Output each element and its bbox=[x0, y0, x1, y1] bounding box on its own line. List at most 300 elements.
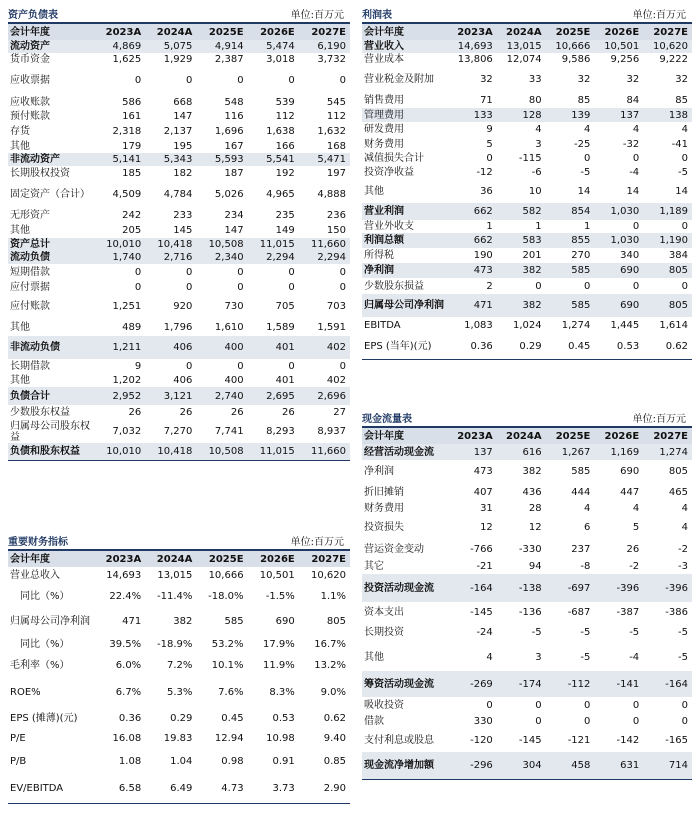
value-cell: 5 bbox=[486, 138, 493, 150]
value-cell: 14 bbox=[577, 185, 591, 197]
row-label: 少数股东权益 bbox=[10, 407, 70, 418]
value-cell: 8.3% bbox=[269, 686, 295, 698]
value-cell: 10,501 bbox=[604, 41, 640, 52]
value-cell: 6.49 bbox=[145, 774, 196, 803]
value-cell: 116 bbox=[224, 111, 244, 122]
value-cell: 401 bbox=[275, 342, 295, 353]
table-row bbox=[362, 515, 692, 539]
value-cell: 0.45 bbox=[546, 334, 595, 359]
table-row bbox=[8, 251, 350, 264]
row-label: 现金流净增加额 bbox=[362, 752, 448, 779]
income-statement-table bbox=[362, 22, 692, 360]
value-cell: 182 bbox=[173, 168, 193, 179]
row-label: P/B bbox=[10, 755, 27, 767]
value-cell: 7,741 bbox=[214, 426, 244, 437]
value-cell: 11,660 bbox=[299, 443, 350, 460]
table-row bbox=[362, 108, 692, 122]
value-cell: 1,796 bbox=[163, 321, 193, 333]
table-row bbox=[8, 66, 350, 94]
header-cell: 2026E bbox=[594, 23, 643, 40]
balance-sheet-panel bbox=[8, 6, 350, 461]
value-cell: 471 bbox=[122, 616, 142, 627]
value-cell: -6 bbox=[531, 166, 542, 178]
table-row bbox=[362, 137, 692, 151]
row-label: 预付账款 bbox=[10, 111, 50, 122]
table-row bbox=[8, 166, 350, 181]
row-label: 资本支出 bbox=[364, 606, 404, 618]
value-cell: 5,474 bbox=[266, 41, 295, 52]
table-row bbox=[362, 752, 692, 779]
value-cell: 85 bbox=[577, 94, 591, 106]
value-cell: 10,501 bbox=[259, 570, 295, 581]
header-cell: 2024A bbox=[497, 427, 546, 444]
value-cell: -12 bbox=[476, 166, 493, 178]
value-cell: 690 bbox=[620, 300, 640, 311]
value-cell: -766 bbox=[470, 543, 493, 555]
value-cell: 1 bbox=[584, 221, 591, 232]
value-cell: 9,256 bbox=[610, 54, 640, 65]
value-cell: 12,074 bbox=[506, 54, 542, 65]
row-label: ROE% bbox=[10, 686, 41, 698]
value-cell: -115 bbox=[518, 152, 542, 164]
cashflow-table bbox=[362, 426, 692, 780]
row-label: 营业收入 bbox=[364, 41, 404, 52]
value-cell: -145 bbox=[518, 735, 542, 746]
table-row bbox=[8, 318, 350, 336]
header-cell: 2025E bbox=[546, 23, 595, 40]
value-cell: 5,593 bbox=[214, 154, 244, 165]
value-cell: 4 bbox=[486, 651, 493, 663]
value-cell: 137 bbox=[473, 446, 493, 458]
value-cell: 2 bbox=[486, 280, 493, 292]
value-cell: 26 bbox=[282, 407, 295, 418]
row-label: EPS (摊薄)(元) bbox=[10, 712, 78, 724]
table-row bbox=[8, 748, 350, 774]
row-label: 长期股权投资 bbox=[10, 168, 70, 179]
value-cell: 1,030 bbox=[610, 235, 640, 246]
value-cell: -2 bbox=[629, 561, 640, 572]
value-cell: -136 bbox=[518, 606, 542, 618]
table-row bbox=[362, 697, 692, 713]
table-row bbox=[362, 248, 692, 263]
value-cell: -138 bbox=[518, 582, 542, 594]
value-cell: 10.1% bbox=[211, 660, 244, 671]
value-cell: 4.73 bbox=[196, 774, 247, 803]
value-cell: 11,015 bbox=[248, 443, 299, 460]
header-cell: 2023A bbox=[94, 550, 145, 567]
value-cell: 2,340 bbox=[214, 252, 244, 263]
value-cell: 3 bbox=[535, 138, 542, 150]
table-row bbox=[8, 110, 350, 123]
row-label: 研发费用 bbox=[364, 124, 404, 135]
value-cell: 190 bbox=[473, 250, 493, 261]
value-cell: -396 bbox=[665, 582, 688, 594]
value-cell: 0 bbox=[535, 280, 542, 292]
value-cell: 147 bbox=[224, 225, 244, 236]
value-cell: 705 bbox=[275, 300, 295, 312]
value-cell: 10,418 bbox=[145, 443, 196, 460]
value-cell: 406 bbox=[173, 375, 193, 386]
value-cell: 631 bbox=[594, 752, 643, 779]
value-cell: -25 bbox=[574, 138, 591, 150]
row-label: 少数股东损益 bbox=[364, 280, 424, 292]
value-cell: 31 bbox=[480, 502, 493, 514]
table-row bbox=[362, 729, 692, 752]
table-row bbox=[8, 123, 350, 140]
value-cell: 9,222 bbox=[659, 54, 688, 65]
value-cell: 0 bbox=[339, 267, 346, 278]
row-label: 其他 bbox=[364, 651, 384, 663]
value-cell: 192 bbox=[275, 168, 295, 179]
value-cell: 32 bbox=[626, 73, 640, 85]
value-cell: 112 bbox=[326, 111, 346, 122]
row-label: 归属母公司净利润 bbox=[364, 300, 444, 311]
row-label: 应收票据 bbox=[10, 74, 50, 86]
row-label: 投资净收益 bbox=[364, 166, 414, 178]
value-cell: 19.83 bbox=[163, 733, 193, 744]
value-cell: 9 bbox=[486, 124, 493, 135]
value-cell: 545 bbox=[326, 96, 346, 108]
table-row bbox=[8, 635, 350, 654]
value-cell: 402 bbox=[326, 342, 346, 353]
value-cell: -5 bbox=[580, 627, 591, 638]
value-cell: 3,732 bbox=[317, 54, 346, 65]
value-cell: 4,888 bbox=[317, 188, 346, 200]
value-cell: 10,418 bbox=[157, 239, 193, 250]
value-cell: 2,318 bbox=[112, 126, 142, 137]
value-cell: 1,189 bbox=[659, 206, 688, 217]
value-cell: 0 bbox=[681, 152, 688, 164]
row-label: 投资损失 bbox=[364, 521, 404, 533]
value-cell: -687 bbox=[567, 606, 591, 618]
row-label: 支付利息或股息 bbox=[364, 735, 434, 746]
value-cell: 382 bbox=[173, 616, 193, 627]
table-row bbox=[362, 294, 692, 317]
row-label: 存货 bbox=[10, 126, 30, 137]
value-cell: 0 bbox=[681, 699, 688, 711]
value-cell: 9,586 bbox=[561, 54, 591, 65]
value-cell: 690 bbox=[275, 616, 295, 627]
table-row bbox=[8, 677, 350, 707]
value-cell: 1,614 bbox=[659, 320, 688, 331]
value-cell: 53.2% bbox=[211, 639, 244, 650]
value-cell: 2,137 bbox=[163, 126, 193, 137]
header-cell: 2024A bbox=[497, 23, 546, 40]
row-label: EV/EBITDA bbox=[8, 774, 94, 803]
table-row bbox=[8, 336, 350, 359]
value-cell: 0 bbox=[681, 221, 688, 232]
value-cell: 0 bbox=[237, 74, 244, 86]
table-row bbox=[362, 151, 692, 165]
value-cell: 6.58 bbox=[94, 774, 145, 803]
value-cell: -145 bbox=[470, 606, 493, 618]
income-statement-title: 利润表 bbox=[362, 10, 392, 21]
value-cell: -4 bbox=[629, 651, 640, 663]
value-cell: 14,693 bbox=[106, 570, 142, 581]
value-cell: 0.53 bbox=[272, 712, 295, 724]
header-cell: 2026E bbox=[594, 427, 643, 444]
table-row bbox=[8, 53, 350, 66]
value-cell: -5 bbox=[580, 166, 591, 178]
table-row bbox=[362, 66, 692, 92]
value-cell: 1,445 bbox=[610, 320, 640, 331]
value-cell: 382 bbox=[522, 466, 542, 477]
value-cell: 28 bbox=[528, 502, 542, 514]
value-cell: 179 bbox=[122, 141, 142, 152]
value-cell: 0 bbox=[584, 152, 591, 164]
value-cell: 197 bbox=[326, 168, 346, 179]
value-cell: -5 bbox=[678, 166, 688, 178]
value-cell: 304 bbox=[497, 752, 546, 779]
value-cell: 0.85 bbox=[323, 755, 346, 767]
table-row bbox=[362, 334, 692, 359]
table-row bbox=[362, 40, 692, 53]
value-cell: 1 bbox=[486, 221, 493, 232]
table-row bbox=[362, 220, 692, 233]
row-label: 固定资产（合计） bbox=[10, 188, 90, 200]
value-cell: 1,169 bbox=[610, 446, 640, 458]
row-label: 营业外收支 bbox=[364, 221, 414, 232]
value-cell: 39.5% bbox=[109, 639, 142, 650]
row-label: 净利润 bbox=[364, 265, 394, 276]
value-cell: 26 bbox=[179, 407, 193, 418]
value-cell: 10,010 bbox=[94, 443, 145, 460]
table-row bbox=[8, 420, 350, 443]
value-cell: -269 bbox=[470, 678, 493, 690]
value-cell: 471 bbox=[473, 300, 493, 311]
value-cell: 1,274 bbox=[561, 320, 591, 331]
value-cell: 236 bbox=[326, 209, 346, 221]
value-cell: -296 bbox=[448, 752, 497, 779]
value-cell: 1 bbox=[535, 221, 542, 232]
value-cell: -5 bbox=[678, 627, 688, 638]
table-row bbox=[362, 460, 692, 483]
value-cell: 444 bbox=[571, 486, 591, 498]
value-cell: -174 bbox=[518, 678, 542, 690]
table-row bbox=[362, 602, 692, 622]
value-cell: 32 bbox=[577, 73, 591, 85]
table-row bbox=[8, 443, 350, 460]
value-cell: 14 bbox=[626, 185, 640, 197]
income-statement-panel bbox=[362, 6, 692, 360]
row-label: 同比（%） bbox=[20, 590, 70, 602]
value-cell: 1,211 bbox=[112, 342, 142, 353]
table-row bbox=[8, 584, 350, 608]
table-row bbox=[8, 294, 350, 318]
value-cell: 187 bbox=[224, 168, 244, 179]
table-row bbox=[8, 153, 350, 166]
value-cell: 7,270 bbox=[163, 426, 193, 437]
row-label: 其它 bbox=[364, 561, 384, 572]
value-cell: 10,010 bbox=[106, 239, 142, 250]
table-row bbox=[8, 707, 350, 729]
row-label: 其他 bbox=[364, 185, 384, 197]
value-cell: 0 bbox=[535, 715, 542, 727]
value-cell: 112 bbox=[275, 111, 295, 122]
value-cell: 234 bbox=[224, 209, 244, 221]
value-cell: 0 bbox=[237, 282, 244, 293]
value-cell: -2 bbox=[678, 543, 688, 555]
value-cell: 161 bbox=[122, 111, 142, 122]
table-row bbox=[8, 608, 350, 635]
value-cell: 26 bbox=[626, 543, 640, 555]
value-cell: 714 bbox=[643, 752, 692, 779]
row-label: 应收账款 bbox=[10, 96, 50, 108]
value-cell: 0 bbox=[339, 74, 346, 86]
value-cell: 8,293 bbox=[266, 426, 295, 437]
cashflow-body bbox=[362, 444, 692, 779]
value-cell: 11,015 bbox=[259, 239, 295, 250]
value-cell: 242 bbox=[122, 209, 142, 221]
value-cell: 1.08 bbox=[118, 755, 142, 767]
row-label: 归属母公司净利润 bbox=[10, 616, 90, 627]
value-cell: 84 bbox=[626, 94, 640, 106]
value-cell: 12.94 bbox=[214, 733, 244, 744]
row-label: 筹资活动现金流 bbox=[364, 678, 434, 690]
table-row bbox=[362, 92, 692, 108]
value-cell: 2,716 bbox=[163, 252, 193, 263]
row-label: EBITDA bbox=[364, 320, 401, 331]
value-cell: 150 bbox=[326, 225, 346, 236]
value-cell: 6.7% bbox=[115, 686, 142, 698]
value-cell: -165 bbox=[665, 735, 688, 746]
value-cell: 447 bbox=[620, 486, 640, 498]
value-cell: 16.7% bbox=[314, 639, 346, 650]
value-cell: 0 bbox=[535, 699, 542, 711]
table-row bbox=[362, 501, 692, 515]
value-cell: -5 bbox=[580, 651, 591, 663]
value-cell: 36 bbox=[480, 185, 493, 197]
value-cell: 0.91 bbox=[272, 755, 295, 767]
value-cell: 2,695 bbox=[266, 390, 295, 402]
value-cell: 4,784 bbox=[163, 188, 193, 200]
value-cell: 0 bbox=[632, 280, 640, 292]
table-row bbox=[8, 140, 350, 153]
row-label: 负债合计 bbox=[10, 390, 50, 402]
value-cell: 0 bbox=[584, 715, 591, 727]
value-cell: 205 bbox=[122, 225, 142, 236]
value-cell: 201 bbox=[522, 250, 542, 261]
row-label: 营业成本 bbox=[364, 54, 404, 65]
value-cell: 4,914 bbox=[214, 41, 244, 52]
value-cell: 4 bbox=[584, 502, 591, 514]
value-cell: -24 bbox=[476, 627, 493, 638]
value-cell: 854 bbox=[571, 206, 591, 217]
value-cell: 0.98 bbox=[221, 755, 244, 767]
income-statement-unit: 单位:百万元 bbox=[632, 10, 686, 21]
table-row bbox=[362, 713, 692, 729]
value-cell: 690 bbox=[620, 265, 640, 276]
value-cell: 0.62 bbox=[323, 712, 346, 724]
value-cell: -141 bbox=[616, 678, 640, 690]
value-cell: 10 bbox=[528, 185, 542, 197]
value-cell: 548 bbox=[224, 96, 244, 108]
value-cell: -396 bbox=[616, 582, 640, 594]
row-label: 流动资产 bbox=[10, 41, 50, 52]
value-cell: -330 bbox=[518, 543, 542, 555]
table-header-row bbox=[8, 550, 350, 567]
value-cell: 10,666 bbox=[208, 570, 244, 581]
table-row bbox=[8, 729, 350, 748]
value-cell: 9.0% bbox=[320, 686, 346, 698]
table-row bbox=[362, 53, 692, 66]
value-cell: 14 bbox=[675, 185, 688, 197]
row-label: 营运资金变动 bbox=[364, 543, 424, 555]
value-cell: 0.53 bbox=[594, 334, 643, 359]
value-cell: 5.3% bbox=[166, 686, 193, 698]
table-row bbox=[362, 122, 692, 137]
row-label: 吸收投资 bbox=[364, 699, 404, 711]
value-cell: 0 bbox=[632, 715, 640, 727]
value-cell: 0 bbox=[584, 699, 591, 711]
value-cell: 0.62 bbox=[643, 334, 692, 359]
value-cell: 1.1% bbox=[320, 590, 346, 602]
value-cell: 585 bbox=[224, 616, 244, 627]
header-cell: 2024A bbox=[145, 550, 196, 567]
value-cell: 382 bbox=[522, 265, 542, 276]
value-cell: 32 bbox=[675, 73, 688, 85]
value-cell: -120 bbox=[470, 735, 493, 746]
value-cell: 690 bbox=[620, 466, 640, 477]
value-cell: 0 bbox=[632, 699, 640, 711]
value-cell: 4 bbox=[681, 502, 688, 514]
value-cell: 662 bbox=[473, 235, 493, 246]
value-cell: -18.9% bbox=[156, 639, 193, 650]
value-cell: 147 bbox=[173, 111, 193, 122]
table-row bbox=[362, 179, 692, 203]
value-cell: 585 bbox=[571, 265, 591, 276]
value-cell: -11.4% bbox=[156, 590, 193, 602]
row-label: 净利润 bbox=[364, 466, 394, 477]
value-cell: 166 bbox=[275, 141, 295, 152]
table-row bbox=[362, 622, 692, 643]
value-cell: 5,075 bbox=[163, 41, 193, 52]
table-row bbox=[8, 181, 350, 207]
row-label: 长期投资 bbox=[364, 627, 404, 638]
value-cell: 0 bbox=[584, 280, 591, 292]
value-cell: 1,632 bbox=[317, 126, 346, 137]
value-cell: 407 bbox=[473, 486, 493, 498]
value-cell: 0 bbox=[237, 267, 244, 278]
value-cell: 4,509 bbox=[112, 188, 142, 200]
value-cell: 14,693 bbox=[457, 41, 493, 52]
value-cell: 703 bbox=[326, 300, 346, 312]
row-label: 营业税金及附加 bbox=[364, 73, 434, 85]
header-cell: 2027E bbox=[299, 23, 350, 40]
value-cell: 0 bbox=[681, 280, 688, 292]
table-row bbox=[8, 238, 350, 251]
table-row bbox=[362, 317, 692, 334]
row-label: 营业利润 bbox=[364, 206, 404, 217]
value-cell: 4 bbox=[535, 124, 542, 135]
value-cell: 233 bbox=[173, 209, 193, 221]
value-cell: -121 bbox=[567, 735, 591, 746]
row-label: 非流动负债 bbox=[10, 342, 60, 353]
value-cell: 168 bbox=[326, 141, 346, 152]
value-cell: -8 bbox=[580, 561, 591, 572]
value-cell: 489 bbox=[122, 321, 142, 333]
row-label: 其他 bbox=[10, 375, 30, 386]
table-row bbox=[8, 94, 350, 110]
value-cell: 1,274 bbox=[659, 446, 688, 458]
header-cell: 2025E bbox=[546, 427, 595, 444]
value-cell: -5 bbox=[531, 627, 542, 638]
table-row bbox=[362, 203, 692, 220]
value-cell: 2,740 bbox=[214, 390, 244, 402]
value-cell: 1,267 bbox=[561, 446, 591, 458]
value-cell: -697 bbox=[567, 582, 591, 594]
table-row bbox=[8, 774, 350, 803]
